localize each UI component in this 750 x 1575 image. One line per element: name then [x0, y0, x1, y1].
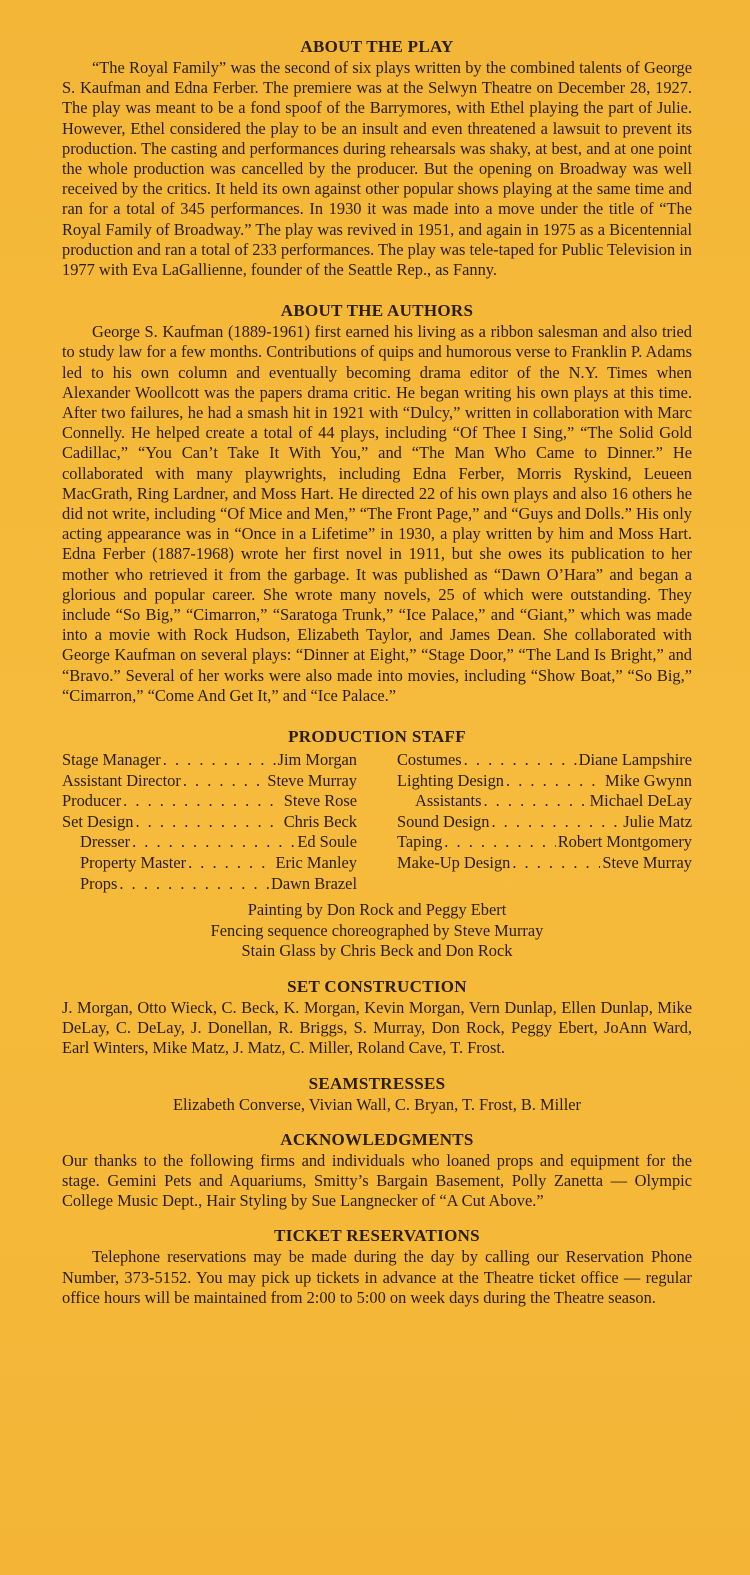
staff-name: Diane Lampshire: [578, 750, 692, 770]
staff-name: Eric Manley: [275, 853, 357, 873]
acknowledgments-text: Our thanks to the following firms and individuals who loaned props and equipment for the stage. Gemini Pets and Aquariums, Smitty’s Bargain Basement, Polly Zanetta — Olympic College Music Dept., Hair Styling by Sue Langnecker of “A Cut Above.”: [62, 1150, 692, 1211]
staff-name: Steve Murray: [602, 853, 692, 873]
ticket-reservations-text: Telephone reservations may be made during the day by calling our Reservation Phone Number, 373-5152. You may pick up tickets in advance at the Theatre ticket office — regular office hours will be maintained from 2:00 to 5:00 on week days during the Theatre season.: [62, 1247, 692, 1307]
staff-name: Michael DeLay: [589, 791, 692, 811]
staff-name: Dawn Brazel: [270, 873, 357, 893]
about-the-play-section: [62, 36, 692, 280]
production-staff-heading: PRODUCTION STAFF: [288, 727, 466, 747]
staff-role: Producer: [62, 791, 122, 811]
staff-row: [397, 791, 692, 812]
staff-row: [397, 750, 692, 771]
seamstresses-heading: SEAMSTRESSES: [308, 1073, 446, 1093]
staff-role: Stage Manager: [62, 750, 161, 770]
ticket-reservations-heading: TICKET RESERVATIONS: [274, 1226, 480, 1246]
staff-credits: [62, 900, 692, 962]
credit-line: Painting by Don Rock and Peggy Ebert: [247, 900, 507, 920]
staff-role: Sound Design: [397, 811, 490, 831]
staff-name: Julie Matz: [623, 811, 692, 831]
staff-row: [62, 832, 357, 853]
staff-left-column: [62, 750, 357, 894]
staff-row: [397, 812, 692, 833]
staff-name: Ed Soule: [297, 832, 357, 852]
about-the-play-text: “The Royal Family” was the second of six plays written by the combined talents of George S. Kaufman and Edna Ferber. The premiere was at the Selwyn Theatre on December 28, 1927. The play was meant to be a fond spoof of the Barrymores, with Ethel playing the part of Julie. However, Ethel considered the play to be an insult and even threatened a lawsuit to prevent its production. The casting and performances during rehearsals was shaky, at best, and at one point the whole production was cancelled by the producer. But the opening on Broadway was well received by the critics. It held its own against other popular shows playing at the same time and ran for a total of 345 performances. In 1930 it was made into a move under the title of “The Royal Family of Broadway.” The play was revived in 1951, and again in 1975 as a Bicentennial production and ran a total of 233 performances. The play was tele-taped for Public Television in 1977 with Eva LaGallienne, founder of the Seattle Rep., as Fanny.: [62, 58, 693, 280]
staff-row: [62, 771, 357, 792]
staff-role: Taping: [397, 832, 443, 852]
staff-name: Steve Murray: [267, 770, 357, 790]
staff-row: [62, 791, 357, 812]
acknowledgments-section: [62, 1129, 692, 1212]
production-staff-section: [62, 726, 692, 962]
staff-name: Steve Rose: [283, 791, 357, 811]
staff-row: [62, 812, 357, 833]
seamstresses-text: Elizabeth Converse, Vivian Wall, C. Bryan, T. Frost, B. Miller: [172, 1094, 582, 1114]
staff-row: [62, 853, 357, 874]
staff-role: Assistants: [415, 791, 482, 811]
set-construction-text: J. Morgan, Otto Wieck, C. Beck, K. Morgan, Kevin Morgan, Vern Dunlap, Ellen Dunlap, Mike DeLay, C. DeLay, J. Donellan, R. Briggs, S. Murray, Don Rock, Peggy Ebert, JoAnn Ward, Earl Winters, Mike Matz, J. Matz, C. Miller, Roland Cave, T. Frost.: [62, 998, 692, 1058]
staff-role: Props: [80, 873, 118, 893]
acknowledgments-heading: ACKNOWLEDGMENTS: [280, 1129, 474, 1149]
staff-row: [397, 853, 692, 874]
staff-role: Assistant Director: [62, 770, 181, 790]
staff-name: Mike Gwynn: [605, 770, 692, 790]
staff-role: Property Master: [80, 853, 187, 873]
about-the-authors-heading: ABOUT THE AUTHORS: [280, 301, 474, 321]
credit-line: Stain Glass by Chris Beck and Don Rock: [241, 941, 513, 961]
staff-columns: [62, 750, 692, 894]
staff-name: Chris Beck: [283, 811, 357, 831]
about-the-authors-text: George S. Kaufman (1889-1961) first earned his living as a ribbon salesman and also tried to study law for a few months. Contributions of quips and humorous verse to Franklin P. Adams led to his own column and eventually becoming drama editor of the N.Y. Times when Alexander Woollcott was the papers drama critic. He began writing his own plays at this time. After two failures, he had a smash hit in 1921 with “Dulcy,” written in collaboration with Marc Connelly. He helped create a total of 44 plays, including “Of Thee I Sing,” “The Solid Gold Cadillac,” “You Can’t Take It With You,” and “The Man Who Came to Dinner.” He collaborated with many playwrights, including Edna Ferber, Morris Ryskind, Leueen MacGrath, Ring Lardner, and Moss Hart. He directed 22 of his own plays and also 16 others he did not write, including “Of Mice and Men,” “The Front Page,” and “Guys and Dolls.” His only acting appearance was in “Once in a Lifetime” in 1930, a play written by him and Moss Hart. Edna Ferber (1887-1968) wrote her first novel in 1911, but she owes its publication to her mother who retrieved it from the garbage. It was published as “Dawn O’Hara” and began a glorious and popular career. She wrote many novels, 25 of which were outstanding. They include “So Big,” “Cimarron,” “Saratoga Trunk,” “Ice Palace,” and “Giant,” which was made into a movie with Rock Hudson, Elizabeth Taylor, and James Dean. She collaborated with George Kaufman on several plays: “Dinner at Eight,” “Stage Door,” “The Land Is Bright,” and “Bravo.” Several of her works were also made into movies, including “Show Boat,” “So Big,” “Cimarron,” “Come And Get It,” and “Ice Palace.”: [62, 322, 692, 705]
ticket-reservations-section: [62, 1225, 692, 1308]
staff-name: Robert Montgomery: [557, 832, 692, 852]
staff-role: Costumes: [397, 750, 462, 770]
staff-role: Dresser: [80, 832, 131, 852]
set-construction-section: [62, 976, 692, 1059]
staff-role: Lighting Design: [397, 770, 504, 790]
staff-name: Jim Morgan: [277, 750, 357, 770]
seamstresses-section: [62, 1073, 692, 1115]
staff-role: Set Design: [62, 811, 134, 831]
staff-right-column: [397, 750, 692, 894]
staff-role: Make-Up Design: [397, 853, 511, 873]
staff-row: [397, 832, 692, 853]
about-the-authors-section: [62, 300, 692, 706]
staff-row: [62, 874, 357, 895]
credit-line: Fencing sequence choreographed by Steve Murray: [210, 920, 544, 940]
set-construction-heading: SET CONSTRUCTION: [287, 977, 467, 997]
about-the-play-heading: ABOUT THE PLAY: [300, 37, 454, 56]
staff-row: [397, 771, 692, 792]
staff-row: [62, 750, 357, 771]
